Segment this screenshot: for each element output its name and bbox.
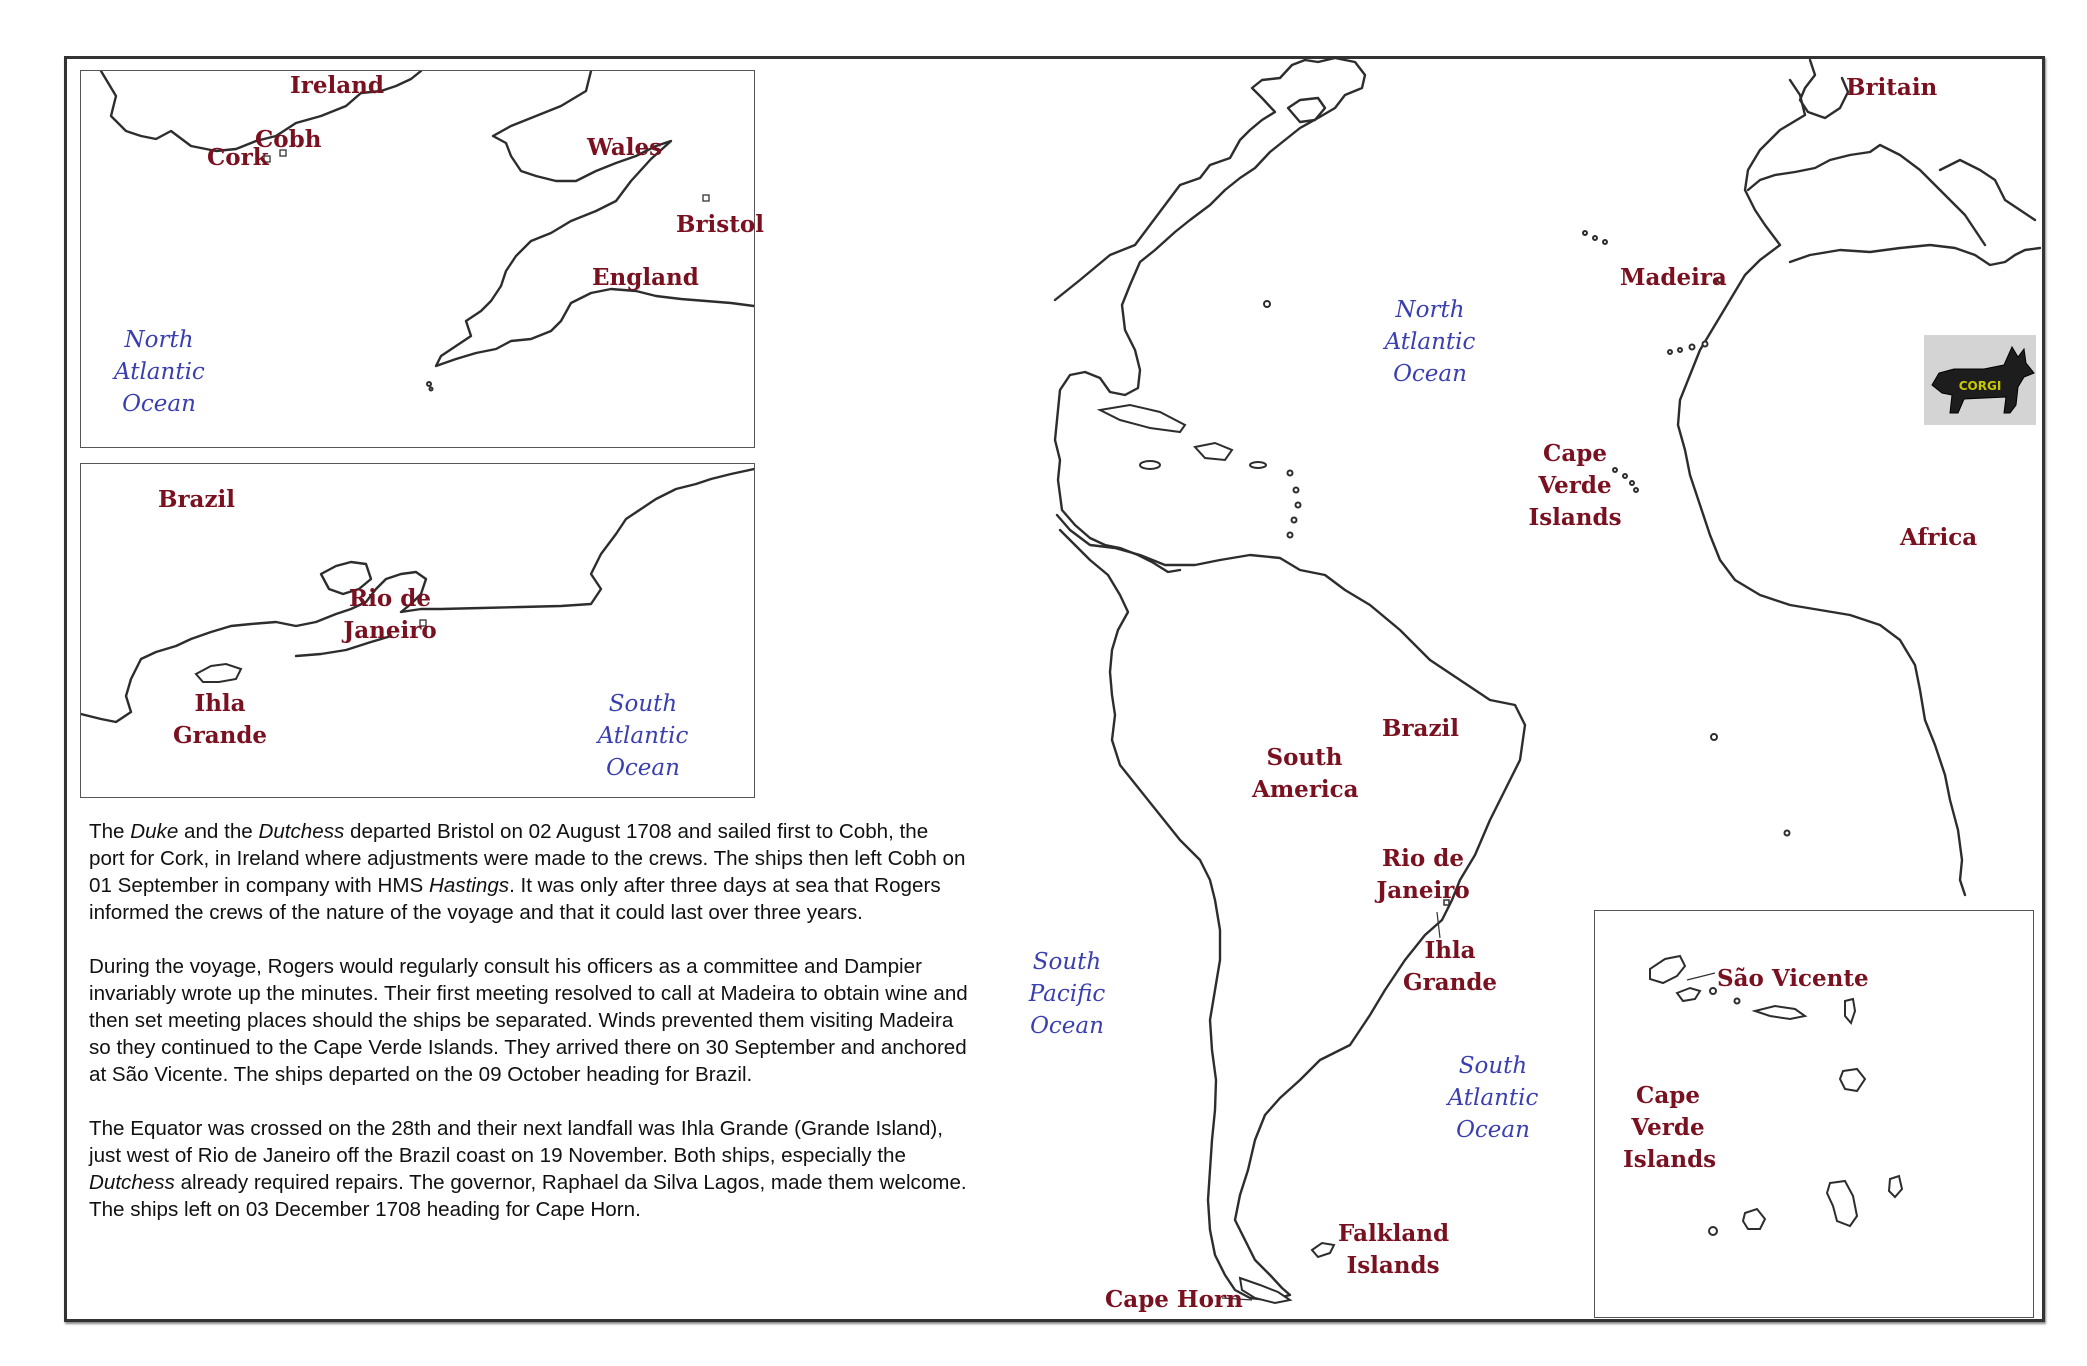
label-africa: Africa bbox=[1900, 524, 1978, 551]
narrative-text bbox=[89, 818, 969, 1250]
label-wales: Wales bbox=[587, 134, 663, 161]
label-rio-inset bbox=[335, 583, 445, 647]
ihla-line: Grande bbox=[1402, 969, 1498, 996]
label-sao-vicente: São Vicente bbox=[1717, 965, 1869, 992]
cape-verde-line: Cape bbox=[1543, 440, 1607, 467]
maio-island bbox=[1889, 1176, 1902, 1197]
label-rio-main bbox=[1373, 843, 1473, 907]
puerto-rico-island bbox=[1250, 462, 1266, 468]
ocean-line: Ocean bbox=[1030, 1013, 1104, 1039]
label-cork: Cork bbox=[207, 144, 269, 171]
cape-verde-dot bbox=[1630, 481, 1634, 485]
brava-island bbox=[1709, 1227, 1717, 1235]
ocean-line: Ocean bbox=[1456, 1117, 1530, 1143]
canary-dot bbox=[1678, 348, 1682, 352]
rio-line: Janeiro bbox=[1376, 877, 1470, 904]
ocean-line: Atlantic bbox=[597, 723, 689, 749]
ocean-line: Atlantic bbox=[1384, 329, 1476, 355]
ocean-line: Ocean bbox=[1393, 361, 1467, 387]
atlantic-island-dot bbox=[1711, 734, 1717, 740]
label-ihla-main bbox=[1400, 935, 1500, 999]
scilly-dot bbox=[427, 382, 431, 386]
label-south-pacific bbox=[1017, 946, 1117, 1042]
canary-dot bbox=[1690, 345, 1695, 350]
sao-vicente-island bbox=[1677, 988, 1700, 1001]
ocean-line: Atlantic bbox=[1447, 1085, 1539, 1111]
africa-coast bbox=[1678, 80, 1965, 895]
falkland-islands-shape bbox=[1312, 1243, 1334, 1257]
label-ihla-inset bbox=[170, 688, 270, 752]
ocean-line: Pacific bbox=[1028, 981, 1106, 1007]
ocean-line: Ocean bbox=[122, 391, 196, 417]
label-bristol: Bristol bbox=[676, 211, 764, 238]
narrative-run: During the voyage, Rogers would regularly consult his officers as a committee and Dampier invariably wrote up the minutes. Their first meeting resolved to call at Madeira to obtain wine and then set meeting places should the ships be separated. Winds prevented them visiting Madeira so they continued to the Cape Verde Islands. They arrived there on 30 September and anchored at São Vicente. The ships departed on the 09 October heading for Brazil. bbox=[89, 955, 968, 1086]
ocean-line: Atlantic bbox=[114, 359, 205, 385]
ship-name: Dutchess bbox=[89, 1171, 175, 1194]
rio-line: Rio de bbox=[349, 585, 431, 612]
narrative-run: . It was only after three days at sea that Rogers informed the crews of the nature of the voyage and that it could last over three years. bbox=[89, 874, 941, 924]
santiago-island bbox=[1827, 1181, 1857, 1226]
fogo-island bbox=[1743, 1209, 1765, 1229]
atlantic-island-dot bbox=[1785, 831, 1790, 836]
label-ireland: Ireland bbox=[290, 72, 384, 99]
ihla-line: Ihla bbox=[1424, 937, 1476, 964]
caribbean-dot bbox=[1294, 488, 1299, 493]
label-south-america bbox=[1252, 742, 1357, 806]
narrative-paragraph bbox=[89, 953, 969, 1088]
ship-name: Duke bbox=[130, 820, 179, 843]
label-britain: Britain bbox=[1846, 74, 1938, 101]
label-madeira: Madeira bbox=[1620, 264, 1727, 291]
ihla-line: Ihla bbox=[194, 690, 246, 717]
sao-nicolau-island bbox=[1755, 1006, 1805, 1019]
narrative-run: departed Bristol on 02 August 1708 and sailed first to Cobh, the port for Cork, in Ireland where adjustments were made to the crews. The ships then left Cobh on 01 September in company with HMS bbox=[89, 820, 966, 897]
rio-line: Janeiro bbox=[343, 617, 437, 644]
jamaica-island bbox=[1140, 461, 1160, 469]
cuba-island bbox=[1100, 405, 1185, 432]
label-cape-horn: Cape Horn bbox=[1105, 1286, 1243, 1313]
label-south-atlantic bbox=[1443, 1050, 1543, 1146]
caribbean-dot bbox=[1292, 518, 1297, 523]
scilly-dot bbox=[430, 388, 433, 391]
caribbean-dot bbox=[1288, 533, 1293, 538]
britain-coast bbox=[1800, 60, 1848, 118]
label-cape-verde-inset bbox=[1623, 1080, 1717, 1176]
inset-brazil-ocean-label bbox=[593, 688, 693, 784]
narrative-run: and the bbox=[178, 820, 259, 843]
ocean-line: North bbox=[124, 327, 194, 353]
canary-dot bbox=[1703, 342, 1708, 347]
bristol-marker bbox=[703, 195, 709, 201]
azores-dot bbox=[1603, 240, 1607, 244]
corgi-logo bbox=[1924, 335, 2036, 425]
ship-name: Dutchess bbox=[258, 820, 345, 843]
santa-luzia-island bbox=[1710, 988, 1716, 994]
label-falkland bbox=[1338, 1218, 1448, 1282]
narrative-paragraph bbox=[89, 1115, 969, 1223]
inset-britain-ocean-label bbox=[114, 324, 204, 420]
europe-coast bbox=[1748, 145, 2040, 265]
caribbean-dot bbox=[1288, 471, 1293, 476]
label-brazil-main: Brazil bbox=[1382, 715, 1459, 742]
falkland-line: Islands bbox=[1346, 1252, 1440, 1279]
narrative-run: already required repairs. The governor, Raphael da Silva Lagos, made them welcome. The ships left on 03 December 1708 heading for Cape Horn. bbox=[89, 1171, 967, 1221]
sao-vicente-leader-line bbox=[1687, 973, 1715, 980]
cape-verde-line: Verde bbox=[1631, 1114, 1705, 1141]
ocean-line: South bbox=[1458, 1053, 1528, 1079]
canary-dot bbox=[1668, 350, 1672, 354]
ihla-grande-shape bbox=[196, 664, 241, 682]
raso-island bbox=[1735, 999, 1740, 1004]
cape-verde-line: Verde bbox=[1538, 472, 1612, 499]
rio-line: Rio de bbox=[1382, 845, 1464, 872]
ihla-line: Grande bbox=[172, 722, 268, 749]
label-cape-verde-main bbox=[1525, 438, 1625, 534]
south-america-line: America bbox=[1252, 776, 1359, 803]
azores-dot bbox=[1583, 231, 1587, 235]
south-america-coast bbox=[1057, 515, 1525, 1300]
ocean-line: South bbox=[1032, 949, 1102, 975]
sal-island bbox=[1845, 999, 1855, 1023]
ocean-line: Ocean bbox=[606, 755, 680, 781]
south-america-line: South bbox=[1266, 744, 1343, 771]
boa-vista-island bbox=[1840, 1069, 1865, 1091]
cape-verde-line: Islands bbox=[1623, 1146, 1717, 1173]
bermuda-dot bbox=[1264, 301, 1270, 307]
narrative-paragraph bbox=[89, 818, 969, 926]
label-brazil-inset: Brazil bbox=[158, 486, 235, 513]
narrative-run: The Equator was crossed on the 28th and their next landfall was Ihla Grande (Grande Island), just west of Rio de Janeiro off the Brazil coast on 19 November. Both ships, especially the bbox=[89, 1117, 943, 1167]
ocean-line: South bbox=[608, 691, 678, 717]
cape-verde-line: Islands bbox=[1528, 504, 1622, 531]
corgi-logo-text: CORGI bbox=[1958, 379, 2002, 393]
label-north-atlantic bbox=[1380, 294, 1480, 390]
caribbean-dot bbox=[1296, 503, 1301, 508]
label-england: England bbox=[592, 264, 699, 291]
santo-antao-island bbox=[1650, 956, 1685, 983]
ocean-line: North bbox=[1395, 297, 1465, 323]
north-america-coast bbox=[1055, 58, 1365, 572]
label-cobh: Cobh bbox=[255, 126, 322, 153]
cape-verde-dot bbox=[1634, 488, 1638, 492]
hispaniola-island bbox=[1195, 443, 1232, 460]
narrative-run: The bbox=[89, 820, 131, 843]
falkland-line: Falkland bbox=[1338, 1220, 1450, 1247]
cape-verde-line: Cape bbox=[1636, 1082, 1700, 1109]
ship-name: Hastings bbox=[428, 874, 510, 897]
azores-dot bbox=[1593, 236, 1597, 240]
